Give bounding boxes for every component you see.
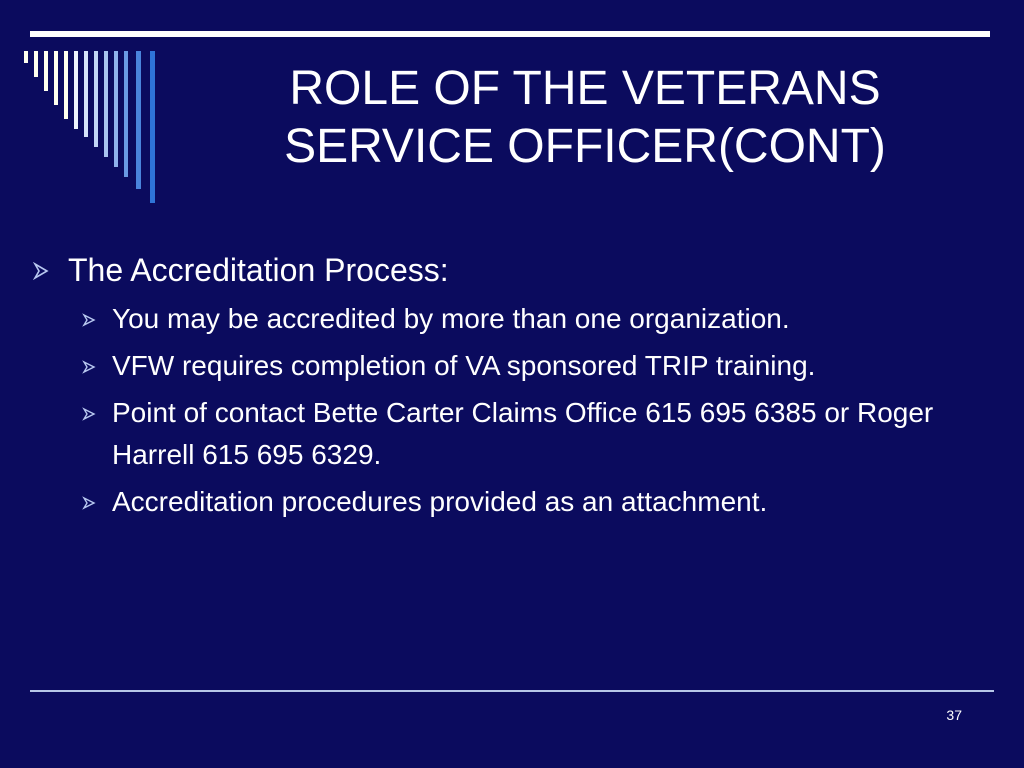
sub-bullet-text: You may be accredited by more than one organization. — [112, 303, 790, 334]
bullet-level-1 — [30, 248, 990, 292]
sub-bullet — [30, 481, 972, 523]
title-line-2: SERVICE OFFICER(CONT) — [284, 120, 886, 173]
arrow-bullet-icon — [82, 407, 96, 421]
sub-bullet — [30, 345, 972, 387]
slide-title — [190, 60, 980, 176]
sub-bullet-text: Point of contact Bette Carter Claims Office 615 695 6385 or Roger Harrell 615 695 6329. — [112, 397, 934, 470]
bullet-text: The Accreditation Process: — [68, 252, 449, 288]
arrow-bullet-icon — [82, 496, 96, 510]
sub-bullet — [30, 392, 972, 476]
bottom-rule — [30, 690, 994, 692]
title-line-1: ROLE OF THE VETERANS — [289, 62, 881, 115]
top-rule — [30, 31, 990, 37]
sub-bullet — [30, 298, 972, 340]
arrow-bullet-icon — [82, 313, 96, 327]
vertical-bars-decoration — [24, 51, 174, 211]
arrow-bullet-icon — [32, 262, 50, 280]
page-number: 37 — [946, 707, 962, 723]
sub-bullet-text: Accreditation procedures provided as an attachment. — [112, 486, 768, 517]
sub-bullet-text: VFW requires completion of VA sponsored TRIP training. — [112, 350, 816, 381]
slide-content — [30, 248, 990, 528]
arrow-bullet-icon — [82, 360, 96, 374]
